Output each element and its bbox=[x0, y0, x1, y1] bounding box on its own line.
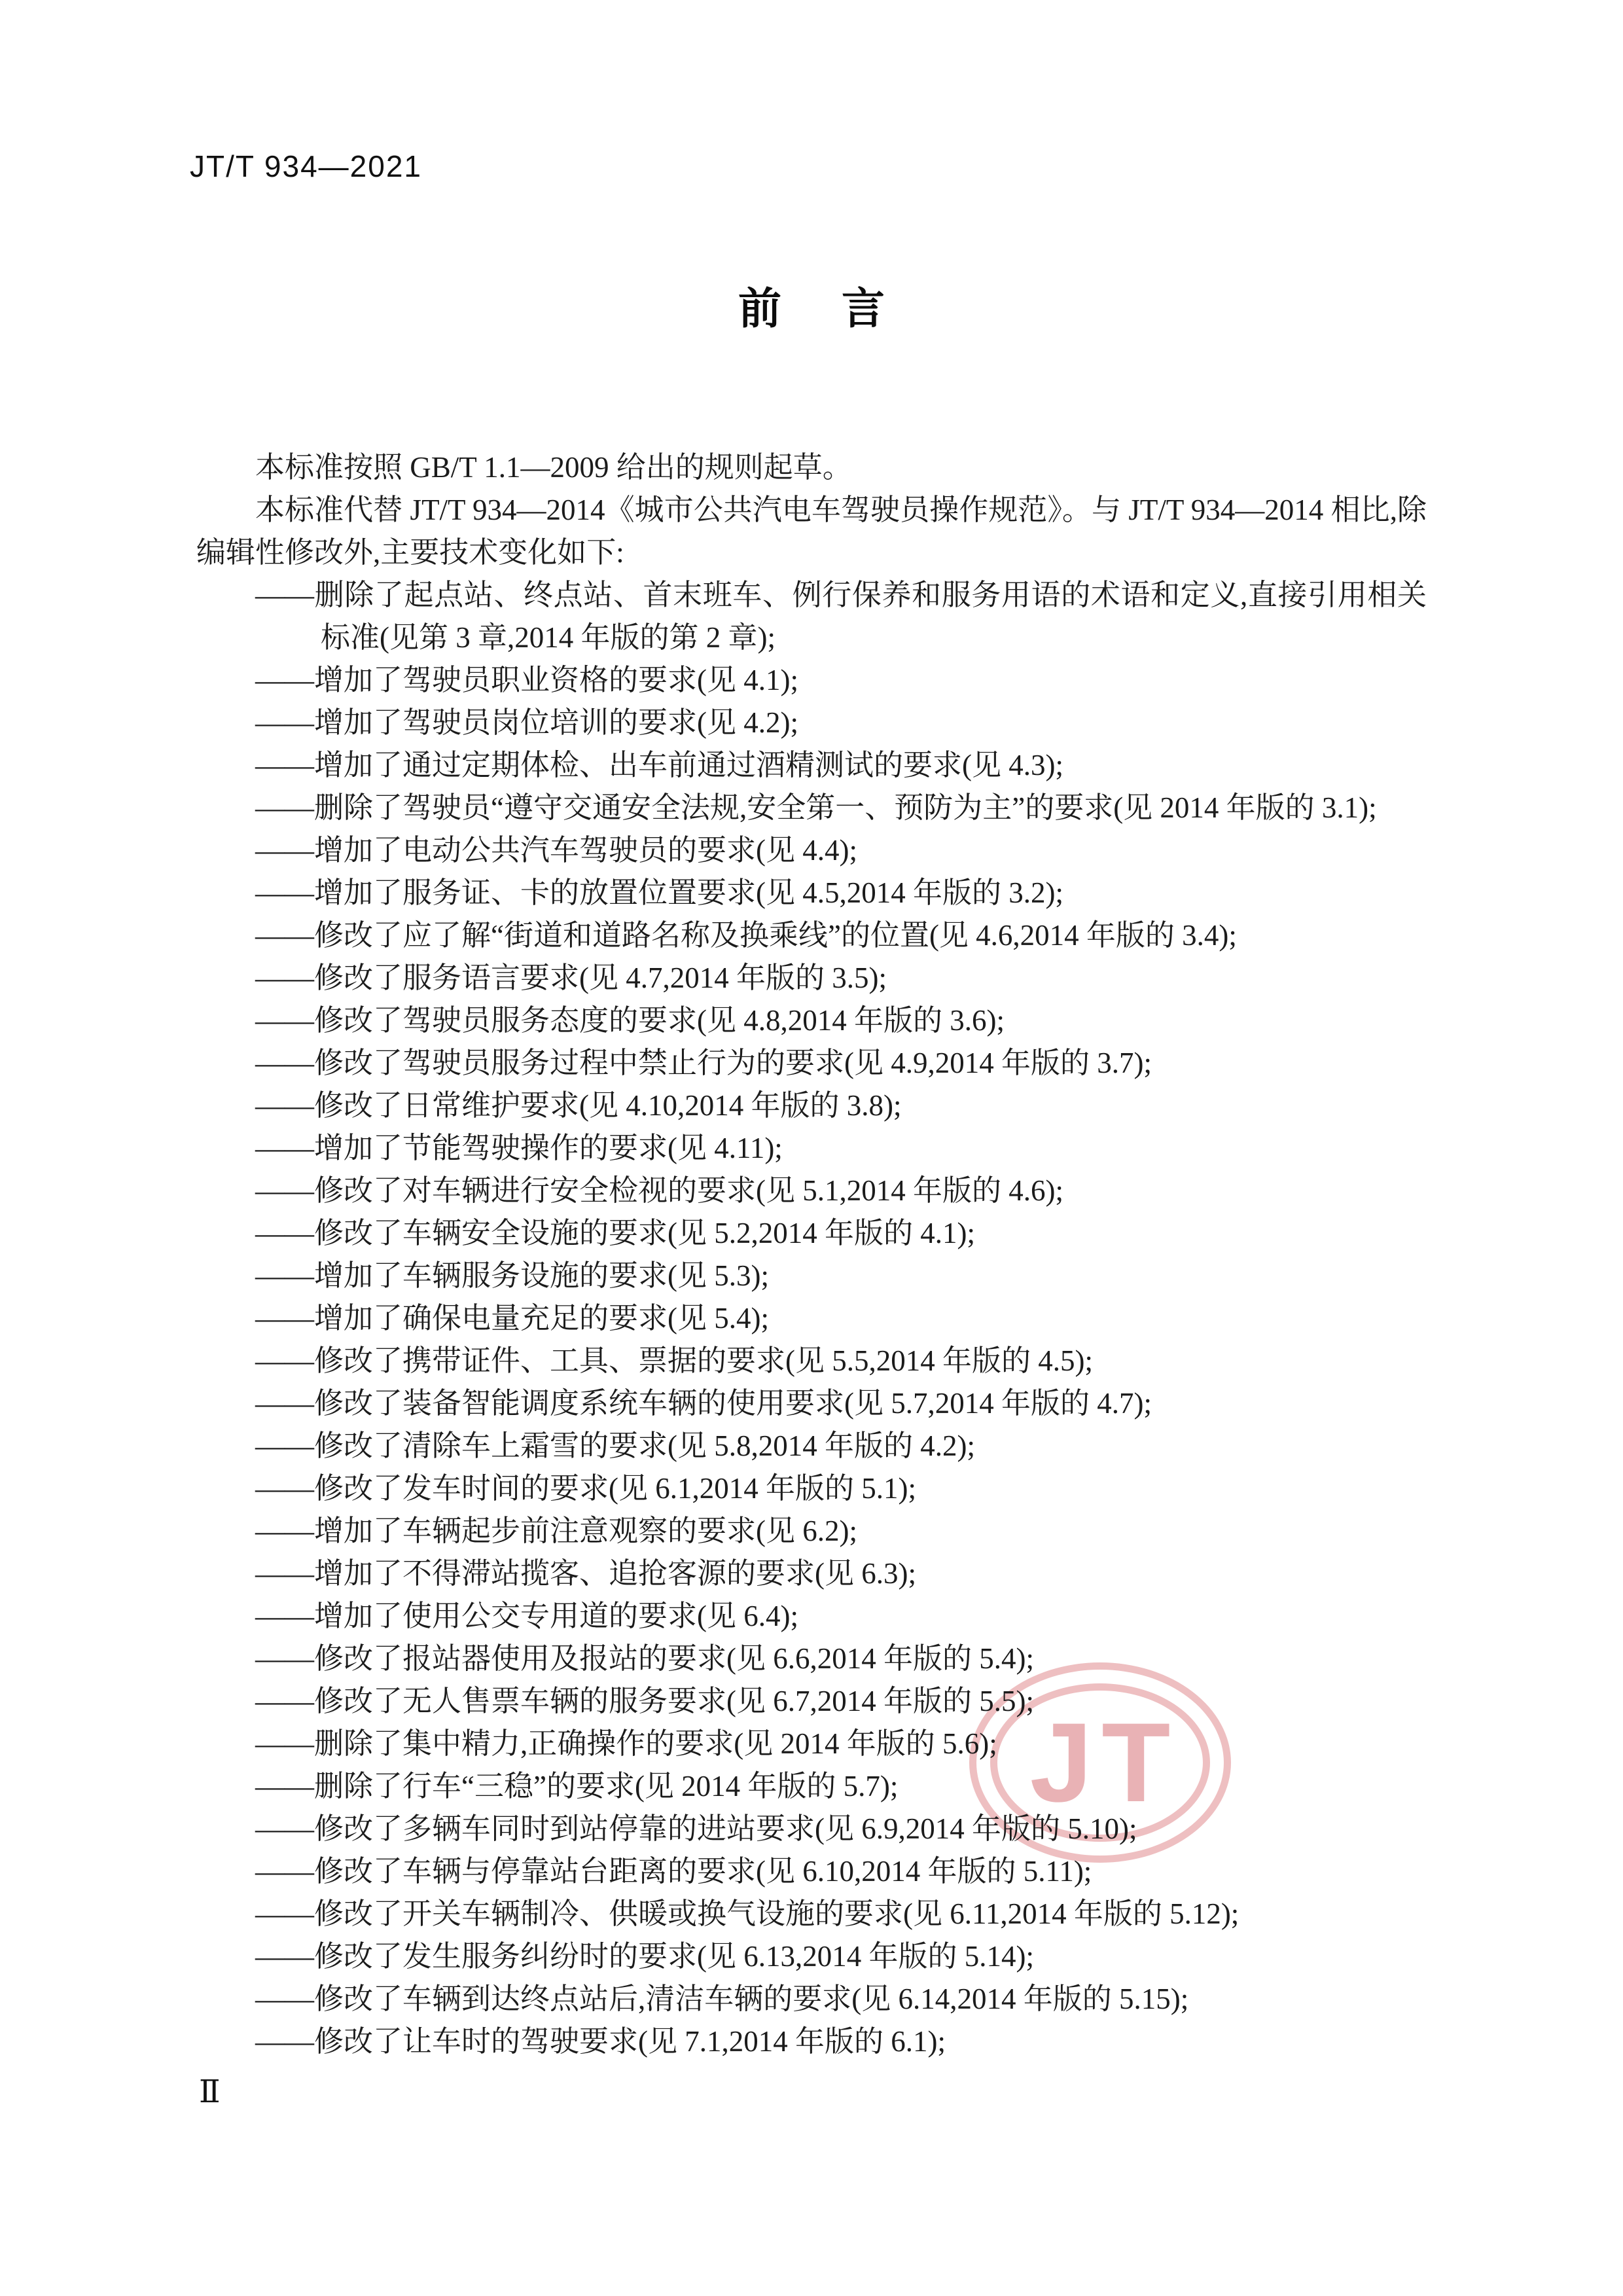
change-item: ——删除了集中精力,正确操作的要求(见 2014 年版的 5.6); bbox=[255, 1727, 997, 1760]
change-item: ——删除了驾驶员“遵守交通安全法规,安全第一、预防为主”的要求(见 2014 年版的 3.1); bbox=[255, 791, 1377, 824]
foreword-title-char-first: 前 bbox=[738, 284, 781, 332]
change-item: ——修改了携带证件、工具、票据的要求(见 5.5,2014 年版的 4.5); bbox=[255, 1344, 1093, 1377]
change-item: ——增加了车辆起步前注意观察的要求(见 6.2); bbox=[255, 1515, 857, 1547]
change-item: ——修改了车辆到达终点站后,清洁车辆的要求(见 6.14,2014 年版的 5.15); bbox=[255, 1982, 1189, 2015]
change-item: ——修改了驾驶员服务过程中禁止行为的要求(见 4.9,2014 年版的 3.7); bbox=[255, 1047, 1152, 1079]
change-item: ——增加了电动公共汽车驾驶员的要求(见 4.4); bbox=[255, 834, 857, 867]
page-number: Ⅱ bbox=[199, 2075, 221, 2109]
change-item: ——修改了驾驶员服务态度的要求(见 4.8,2014 年版的 3.6); bbox=[255, 1004, 1005, 1037]
change-item: ——修改了对车辆进行安全检视的要求(见 5.1,2014 年版的 4.6); bbox=[255, 1174, 1063, 1207]
change-item: ——修改了装备智能调度系统车辆的使用要求(见 5.7,2014 年版的 4.7); bbox=[255, 1387, 1152, 1420]
change-item: ——修改了车辆安全设施的要求(见 5.2,2014 年版的 4.1); bbox=[255, 1217, 975, 1249]
change-item: ——增加了确保电量充足的要求(见 5.4); bbox=[255, 1302, 769, 1335]
change-item: ——增加了不得滞站揽客、追抢客源的要求(见 6.3); bbox=[255, 1557, 916, 1590]
change-item: ——增加了使用公交专用道的要求(见 6.4); bbox=[255, 1600, 798, 1632]
foreword-paragraph-replacement: 本标准代替 JT/T 934—2014《城市公共汽电车驾驶员操作规范》。与 JT/T 934—2014 相比,除编辑性修改外,主要技术变化如下: bbox=[196, 493, 1427, 569]
change-item: ——删除了行车“三稳”的要求(见 2014 年版的 5.7); bbox=[255, 1770, 899, 1803]
technical-changes-list bbox=[196, 574, 1427, 2063]
change-item: ——修改了无人售票车辆的服务要求(见 6.7,2014 年版的 5.5); bbox=[255, 1685, 1034, 1717]
change-item: ——修改了清除车上霜雪的要求(见 5.8,2014 年版的 4.2); bbox=[255, 1429, 975, 1462]
watermark-jt-letters: JT bbox=[1029, 1700, 1180, 1825]
change-item: ——修改了让车时的驾驶要求(见 7.1,2014 年版的 6.1); bbox=[255, 2025, 946, 2058]
change-item: ——增加了节能驾驶操作的要求(见 4.11); bbox=[255, 1132, 783, 1164]
standard-number-header: JT/T 934—2021 bbox=[190, 149, 423, 183]
change-item: ——修改了应了解“街道和道路名称及换乘线”的位置(见 4.6,2014 年版的 3.4); bbox=[255, 919, 1237, 952]
change-item: ——增加了驾驶员岗位培训的要求(见 4.2); bbox=[255, 706, 798, 739]
foreword-title bbox=[0, 285, 1623, 331]
change-item: ——增加了服务证、卡的放置位置要求(见 4.5,2014 年版的 3.2); bbox=[255, 876, 1063, 909]
change-item: ——修改了车辆与停靠站台距离的要求(见 6.10,2014 年版的 5.11); bbox=[255, 1855, 1092, 1888]
change-item: ——修改了发车时间的要求(见 6.1,2014 年版的 5.1); bbox=[255, 1472, 916, 1505]
change-item: ——修改了服务语言要求(见 4.7,2014 年版的 3.5); bbox=[255, 961, 887, 994]
change-item: ——增加了通过定期体检、出车前通过酒精测试的要求(见 4.3); bbox=[255, 749, 1063, 781]
change-item: ——增加了驾驶员职业资格的要求(见 4.1); bbox=[255, 664, 798, 696]
change-item: ——修改了发生服务纠纷时的要求(见 6.13,2014 年版的 5.14); bbox=[255, 1940, 1034, 1973]
change-item: ——删除了起点站、终点站、首末班车、例行保养和服务用语的术语和定义,直接引用相关标准(见第 3 章,2014 年版的第 2 章); bbox=[255, 579, 1427, 654]
change-item: ——修改了开关车辆制冷、供暖或换气设施的要求(见 6.11,2014 年版的 5.12); bbox=[255, 1897, 1240, 1930]
foreword-paragraph-drafting-rule: 本标准按照 GB/T 1.1—2009 给出的规则起草。 bbox=[255, 451, 852, 484]
foreword-title-char-second: 言 bbox=[842, 284, 885, 332]
change-item: ——修改了日常维护要求(见 4.10,2014 年版的 3.8); bbox=[255, 1089, 902, 1122]
change-item: ——增加了车辆服务设施的要求(见 5.3); bbox=[255, 1259, 769, 1292]
foreword-body bbox=[196, 446, 1427, 2063]
change-item: ——修改了多辆车同时到站停靠的进站要求(见 6.9,2014 年版的 5.10); bbox=[255, 1812, 1137, 1845]
change-item: ——修改了报站器使用及报站的要求(见 6.6,2014 年版的 5.4); bbox=[255, 1642, 1034, 1675]
